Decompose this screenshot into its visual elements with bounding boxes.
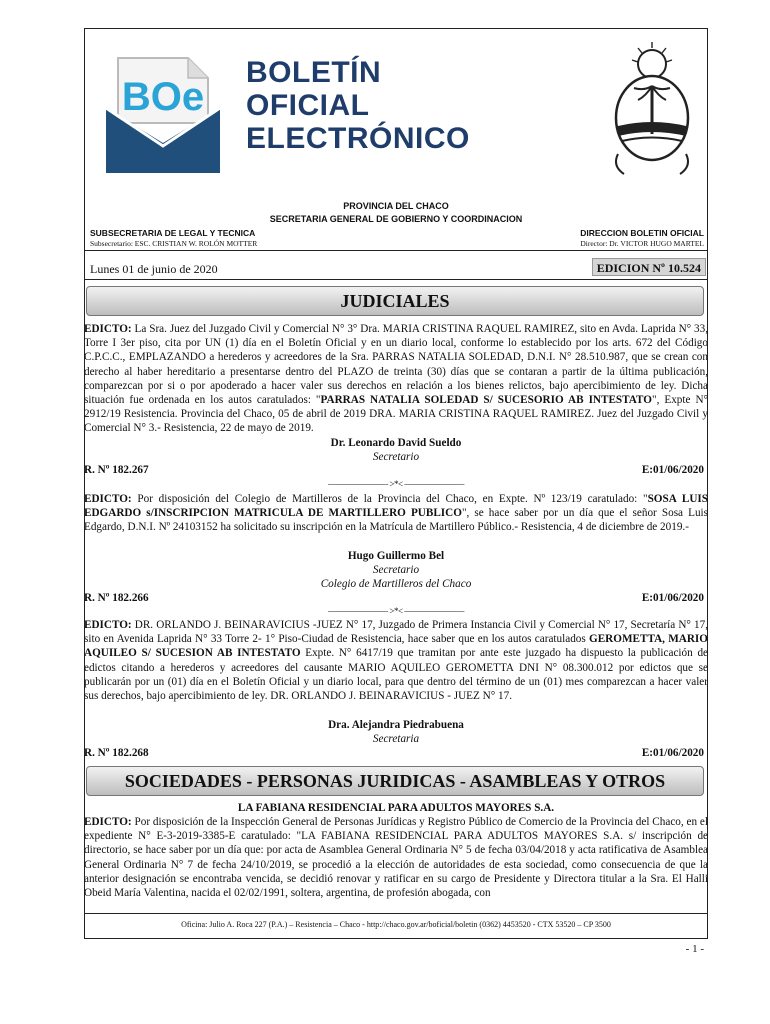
edicto-3-date: E:01/06/2020 <box>641 747 704 759</box>
edicto-3-role: Secretaria <box>372 733 420 745</box>
issue-date: Lunes 01 de junio de 2020 <box>90 262 218 276</box>
edicto-1-signer: Dr. Leonardo David Sueldo <box>330 437 462 449</box>
page-number: - 1 - <box>685 943 704 955</box>
logo-text: BOe <box>121 75 205 119</box>
separator-1: ——————— >*< ——————— <box>328 479 464 489</box>
section-banner-sociedades: SOCIEDADES - PERSONAS JURIDICAS - ASAMBLEAS Y OTROS <box>86 766 704 796</box>
company-name: LA FABIANA RESIDENCIAL PARA ADULTOS MAYORES S.A. <box>237 802 555 814</box>
date-divider <box>84 279 708 280</box>
edicto-3-ref: R. Nº 182.268 <box>84 747 149 759</box>
right-office: DIRECCION BOLETIN OFICIAL <box>580 228 704 238</box>
edicto-2-ref: R. Nº 182.266 <box>84 592 149 604</box>
edicto-2-signer: Hugo Guillermo Bel <box>347 550 445 562</box>
secretariat-name: SECRETARIA GENERAL DE GOBIERNO Y COORDINACION <box>269 214 523 224</box>
left-office: SUBSECRETARIA DE LEGAL Y TECNICA <box>90 228 256 238</box>
province-name: PROVINCIA DEL CHACO <box>343 201 449 211</box>
sociedades-edicto-text: EDICTO: Por disposición de la Inspección General de Personas Jurídicas y Registro Público de Comercio de la Provincia del Chaco, en el expediente N° E-3-2019-3385-E caratulado: "LA FABIANA RESIDENCIAL PARA ADULTOS MAYORES S.A. s/ inscripción de directorio, se hace saber por un día que: por acta de Asamblea General Ordinaria N° 5 de fecha 03/04/2018 y acta ratificativa de Asamblea General Ordinaria N° 7 de fecha 24/10/2019, se procedió a la elección de autoridades de esta sociedad, como consecuencia de que la anterior designación se encontraba vencida, se decidió renovar y ratificar en su cargo de Presidente y Directora titular a la Sra. El Halli Obeid María Valentina, nacida el 02/02/1991, soltera, argentina, de profesión abogada, con <box>84 816 708 900</box>
edicto-1-date: E:01/06/2020 <box>641 464 704 476</box>
header-divider <box>84 250 708 251</box>
edicto-1-role: Secretario <box>372 451 420 463</box>
edicto-1-ref: R. Nº 182.267 <box>84 464 149 476</box>
right-person: Director: Dr. VICTOR HUGO MARTEL <box>580 239 704 248</box>
footer-contact: Oficina: Julio A. Roca 227 (P.A.) – Resistencia – Chaco - http://chaco.gov.ar/boficial/boletin (0362) 4453520 - CTX 53520 – CP 3500 <box>181 920 611 929</box>
edicto-3-signer: Dra. Alejandra Piedrabuena <box>328 719 464 731</box>
coat-of-arms-icon <box>604 36 700 182</box>
edicto-2-date: E:01/06/2020 <box>641 592 704 604</box>
section-banner-judiciales: JUDICIALES <box>86 286 704 316</box>
footer-divider <box>84 913 708 914</box>
brand-line-2: OFICIAL <box>246 89 370 122</box>
edicto-1-text: EDICTO: La Sra. Juez del Juzgado Civil y Comercial N° 3° Dra. MARIA CRISTINA RAQUEL RAMIREZ, sito en Avda. Laprida N° 33, Torre I 3er piso, cita por UN (1) día en el Boletín Oficial y en un diario local, conforme lo establecido por los arts. 672 del Código C.P.C.C., EMPLAZANDO a herederos y acreedores de la Sra. PARRAS NATALIA SOLEDAD, D.N.I. N° 28.510.987, que se crean con derecho al haber hereditario a presentarse dentro del PLAZO de treinta (30) días que se contaran a partir de la última publicación, comparezcan por si o por apoderado a hacer valer sus derechos en relación a los bienes relictos, bajo apercibimiento de ley. Dicha situación fue ordenada en los autos caratulados: "PARRAS NATALIA SOLEDAD S/ SUCESORIO AB INTESTATO", Expte N° 2912/19 Resistencia. Provincia del Chaco, 05 de abril de 2019 DRA. MARIA CRISTINA RAQUEL RAMIREZ. Juez del Juzgado Civil y Comercial N° 3.- Resistencia, 22 de mayo de 2019. <box>84 323 709 435</box>
edicto-2-org: Colegio de Martilleros del Chaco <box>320 578 472 590</box>
separator-2: ——————— >*< ——————— <box>328 606 464 616</box>
brand-line-3: ELECTRÓNICO <box>246 122 470 155</box>
brand-title <box>246 56 470 155</box>
edicto-2-text: EDICTO: Por disposición del Colegio de Martilleros de la Provincia del Chaco, en Expte. Nº 123/19 caratulado: "SOSA LUIS EDGARDO s/INSCRIPCION MATRICULA DE MARTILLERO PUBLICO", se hace saber por un día que el señor Sosa Luis Edgardo, D.N.I. Nº 24103152 ha solicitado su inscripción en la Matrícula de Martillero Público.- Resistencia, 4 de diciembre de 2019.- <box>84 493 708 534</box>
brand-line-1: BOLETÍN <box>246 56 382 89</box>
left-person: Subsecretario: ESC. CRISTIAN W. ROLÓN MOTTER <box>90 239 258 248</box>
edicto-2-role: Secretario <box>372 564 420 576</box>
boe-logo <box>98 48 228 178</box>
edicto-3-text: EDICTO: DR. ORLANDO J. BEINARAVICIUS -JUEZ N° 17, Juzgado de Primera Instancia Civil y Comercial N° 17, Secretaría N° 17, sito en Avenida Laprida N° 33 Torre 2- 1° Piso-Ciudad de Resistencia, hace saber que en los autos caratulados GEROMETTA, MARIO AQUILEO S/ SUCESION AB INTESTATO Expte. N° 6417/19 que tramitan por ante este juzgado ha dispuesto la publicación de edictos citando a herederos y acreedores del causante MARIO AQUILEO GEROMETTA DNI N° 08.300.012 por edictos que se publicarán por un (01) día en el Boletín Oficial y un diario local, para que dentro del término de un (01) mes comparezcan a hacer valer sus derechos, bajo apercibimiento de ley. DR. ORLANDO J. BEINARAVICIUS - JUEZ N° 17. <box>84 619 708 703</box>
edition-number: EDICION Nº 10.524 <box>592 258 706 276</box>
